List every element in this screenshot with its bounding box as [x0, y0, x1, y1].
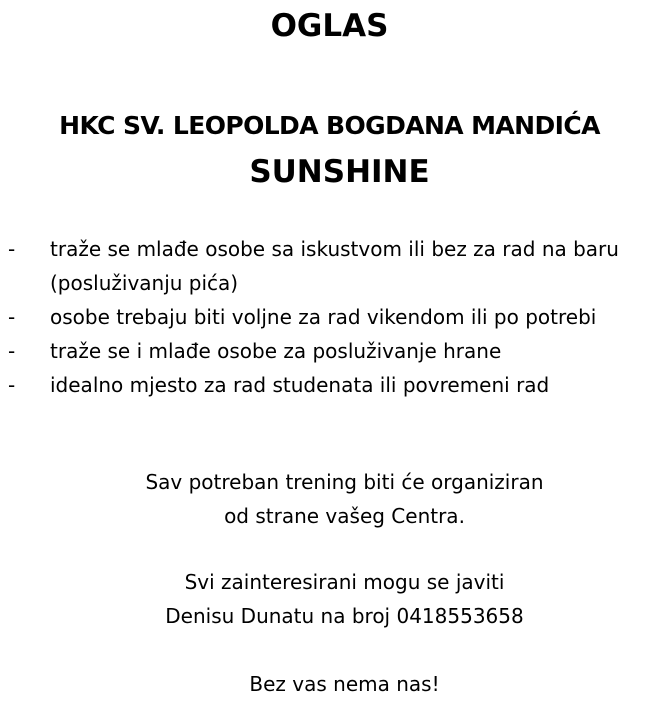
list-item — [0, 300, 659, 334]
bullet-dash: - — [8, 237, 16, 261]
bullet-dash: - — [8, 339, 16, 363]
list-item-text: traže se mlađe osobe sa iskustvom ili bez za rad na baru (posluživanju pića) — [50, 237, 619, 295]
contact-paragraph — [30, 565, 659, 633]
list-item-text: osobe trebaju biti voljne za rad vikendom ili po potrebi — [50, 305, 597, 329]
organization-name: HKC SV. LEOPOLDA BOGDANA MANDIĆA — [59, 111, 600, 140]
venue-name: SUNSHINE — [249, 154, 430, 190]
closing-line: Bez vas nema nas! — [249, 672, 440, 696]
ad-title: OGLAS — [270, 8, 389, 44]
bullet-dash: - — [8, 305, 16, 329]
requirements-list — [0, 232, 659, 402]
training-paragraph — [30, 465, 659, 533]
list-item-text: idealno mjesto za rad studenata ili povremeni rad — [50, 373, 550, 397]
training-line-1: Sav potreban trening biti će organiziran — [145, 470, 544, 494]
list-item-text: traže se i mlađe osobe za posluživanje hrane — [50, 339, 502, 363]
list-item — [0, 232, 659, 300]
bullet-dash: - — [8, 373, 16, 397]
contact-line-2: Denisu Dunatu na broj 0418553658 — [165, 604, 524, 628]
contact-line-1: Svi zainteresirani mogu se javiti — [184, 570, 505, 594]
training-line-2: od strane vašeg Centra. — [224, 504, 465, 528]
list-item — [0, 368, 659, 402]
list-item — [0, 334, 659, 368]
